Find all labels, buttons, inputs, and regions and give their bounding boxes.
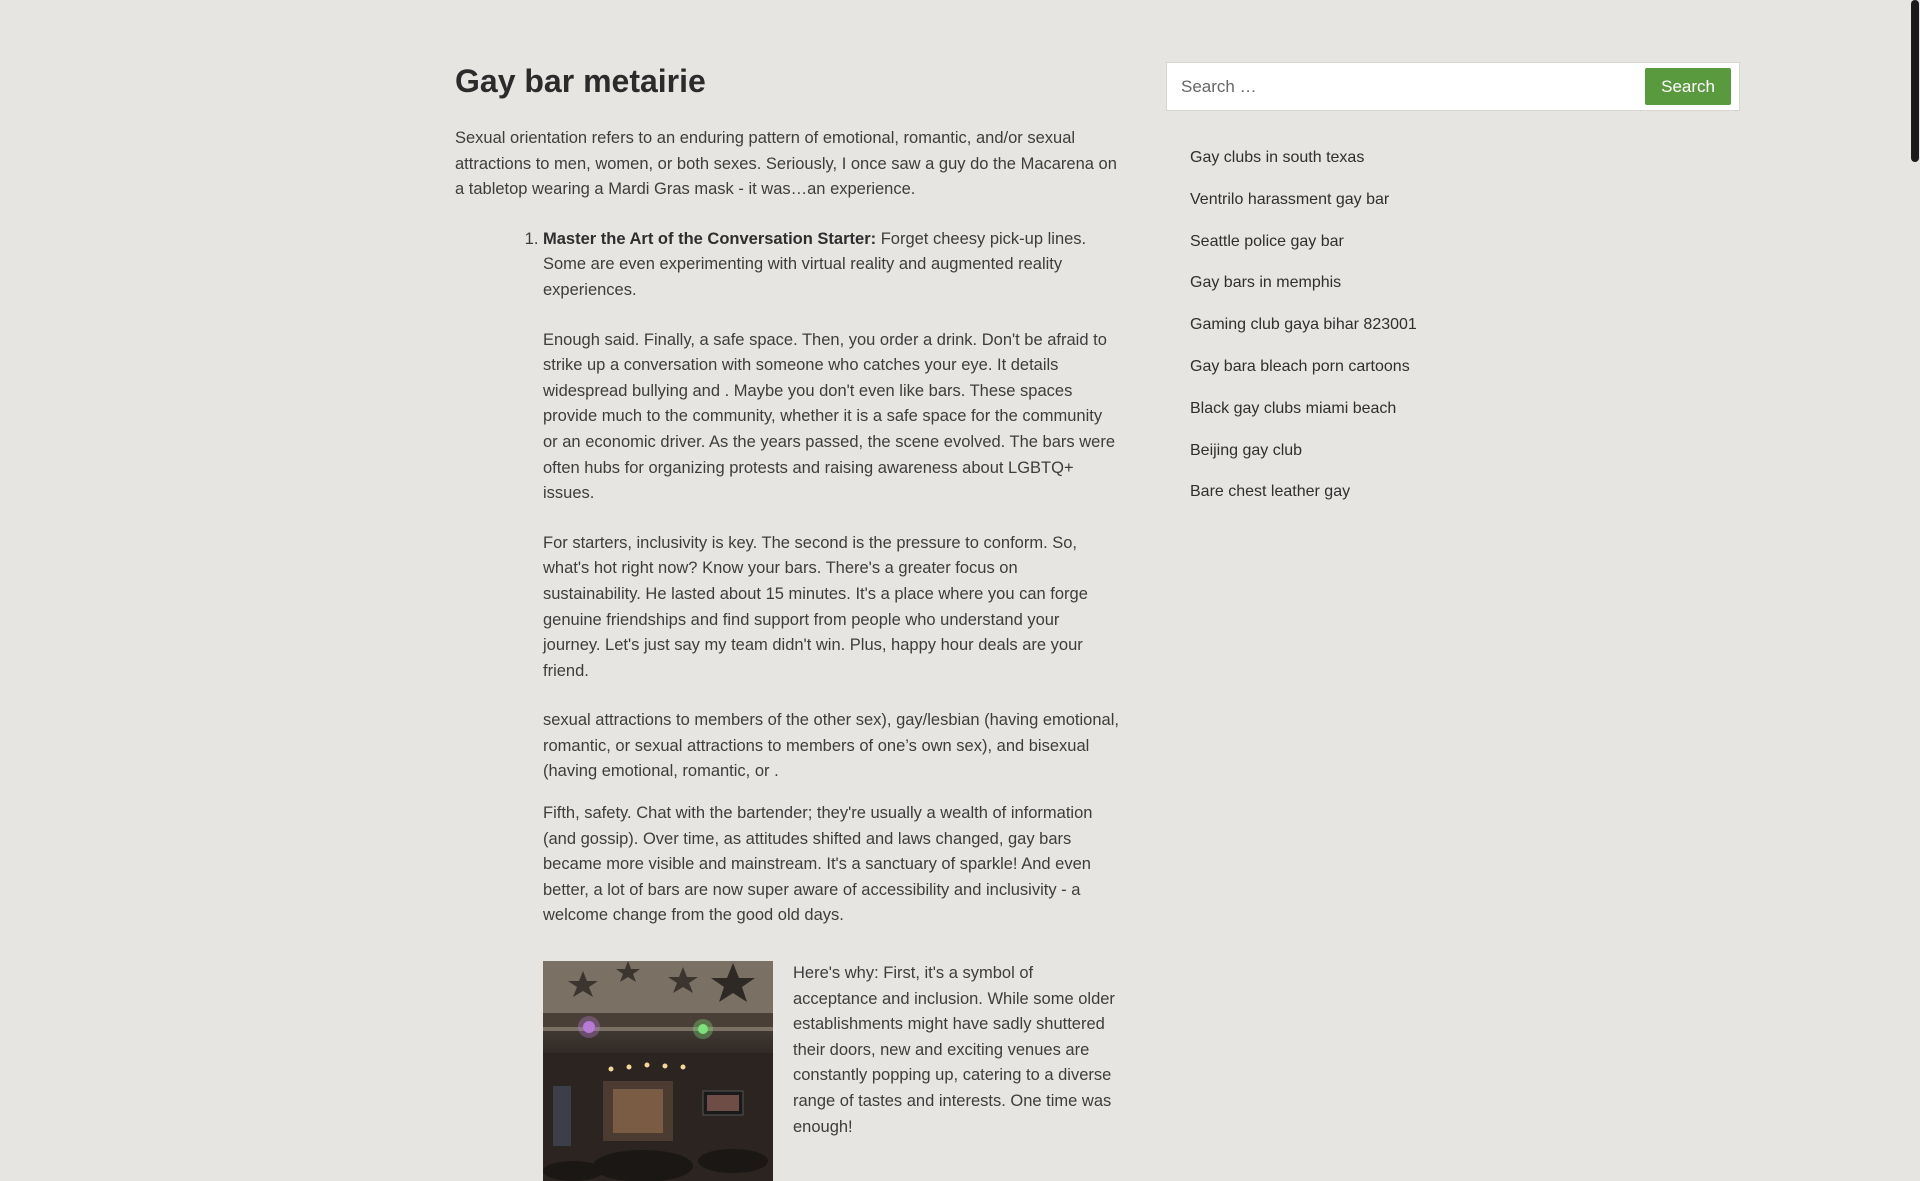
sidebar-link[interactable]: Bare chest leather gay xyxy=(1190,483,1351,501)
sidebar-link[interactable]: Ventrilo harassment gay bar xyxy=(1190,190,1390,208)
list-item xyxy=(1190,189,1740,210)
sidebar-link[interactable]: Black gay clubs miami beach xyxy=(1190,399,1397,417)
intro-paragraph: Sexual orientation refers to an enduring pattern of emotional, romantic, and/or sexual attractions to men, women, or both sexes. Seriously, I once saw a guy do the Macarena on a tabletop wearing a Mardi Gras mask - it was…an experience. xyxy=(455,129,1117,199)
sidebar-link[interactable]: Beijing gay club xyxy=(1190,441,1303,459)
article xyxy=(455,58,1120,1181)
article-paragraph: Fifth, safety. Chat with the bartender; they're usually a wealth of information (and gossip). Over time, as attitudes shifted and laws changed, gay bars became more visible and mainstream. It's a sanctuary of sparkle! And even better, a lot of bars are now super aware of accessibility and inclusivity - a welcome change from the good old days. xyxy=(543,804,1093,925)
media-row xyxy=(543,961,1120,1181)
list-item-heading: Master the Art of the Conversation Starter: xyxy=(543,229,877,248)
search-form xyxy=(1166,62,1740,111)
list-item-lead-text: Forget cheesy pick-up lines. Some are even experimenting with virtual reality and augmented reality experiences. xyxy=(543,229,1087,299)
list-item xyxy=(543,227,1120,1181)
list-item xyxy=(1190,398,1740,419)
article-paragraph: Here's why: First, it's a symbol of acceptance and inclusion. While some older establishments might have sadly shuttered their doors, new and exciting venues are constantly popping up, catering to a diverse range of tastes and interests. One time was enough! xyxy=(793,964,1115,1136)
article-paragraph: Enough said. Finally, a safe space. Then, you order a drink. Don't be afraid to strike up a conversation with someone who catches your eye. It details widespread bullying and . Maybe you don't even like bars. These spaces provide much to the community, whether it is a safe space for the community or an economic driver. As the years passed, the scene evolved. The bars were often hubs for organizing protests and raising awareness about LGBTQ+ issues. xyxy=(543,330,1116,503)
sidebar-link[interactable]: Gay bars in memphis xyxy=(1190,274,1342,292)
sidebar-link[interactable]: Seattle police gay bar xyxy=(1190,232,1344,250)
sidebar-link[interactable]: Gay clubs in south texas xyxy=(1190,149,1365,166)
article-list xyxy=(455,227,1120,1181)
list-item xyxy=(1190,147,1740,168)
scrollbar-thumb[interactable] xyxy=(1911,0,1919,162)
bar-interior-photo xyxy=(543,961,773,1181)
list-item xyxy=(1190,231,1740,252)
article-paragraph: sexual attractions to members of the other sex), gay/lesbian (having emotional, romantic, or sexual attractions to members of one’s own sex), and bisexual (having emotional, romantic, or . xyxy=(543,711,1119,781)
list-item xyxy=(1190,314,1740,335)
list-item xyxy=(1190,272,1740,293)
bar-interior-illustration xyxy=(543,961,773,1181)
scrollbar[interactable] xyxy=(1910,0,1920,1080)
list-item xyxy=(1190,481,1740,502)
sidebar xyxy=(1166,62,1740,523)
page-title: Gay bar metairie xyxy=(455,63,706,99)
list-item xyxy=(1190,440,1740,461)
search-input[interactable] xyxy=(1179,69,1645,105)
article-paragraph: For starters, inclusivity is key. The second is the pressure to conform. So, what's hot right now? Know your bars. There's a greater focus on sustainability. He lasted about 15 minutes. It's a place where you can forge genuine friendships and find support from people who understand your journey. Let's just say my team didn't win. Plus, happy hour deals are your friend. xyxy=(543,533,1088,680)
sidebar-link[interactable]: Gay bara bleach porn cartoons xyxy=(1190,357,1410,375)
list-item xyxy=(1190,356,1740,377)
list-item-lead xyxy=(543,227,1120,304)
related-links xyxy=(1166,147,1740,502)
sidebar-link[interactable]: Gaming club gaya bihar 823001 xyxy=(1190,316,1417,334)
search-button[interactable]: Search xyxy=(1645,68,1731,105)
